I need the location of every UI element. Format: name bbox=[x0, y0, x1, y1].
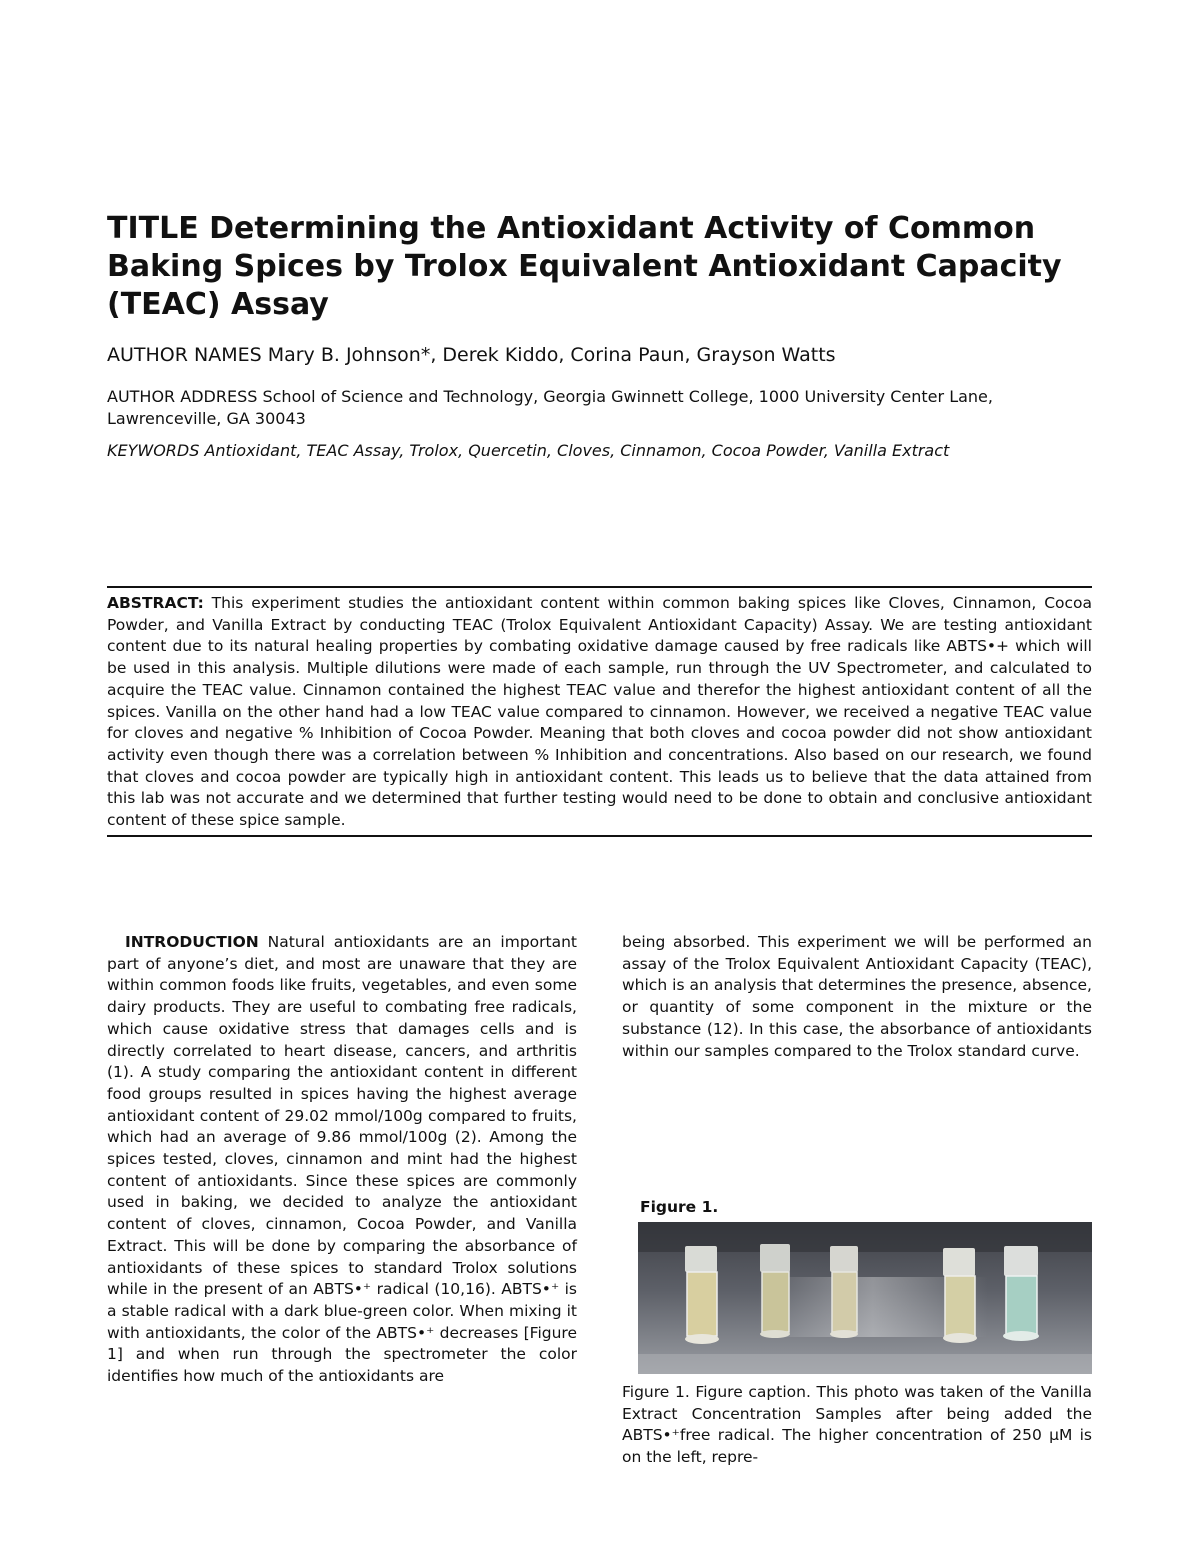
cuvette-4 bbox=[943, 1248, 977, 1343]
introduction-continued: being absorbed. This experiment we will be performed an assay of the Trolox Equivalent Antioxidant Capacity (TEAC), which is an analysis that determines the presence, absence, or quantity of some component in the mixture or the substance (12). In this case, the absorbance of antioxidants within our samples compared to the Trolox standard curve. bbox=[622, 933, 1092, 1060]
cuvette-3 bbox=[830, 1246, 858, 1338]
author-names: AUTHOR NAMES Mary B. Johnson*, Derek Kiddo, Corina Paun, Grayson Watts bbox=[107, 344, 836, 366]
figure-caption: Figure 1. Figure caption. This photo was taken of the Vanilla Extract Concentration Samples after being added the ABTS•⁺free radical. The higher concentration of 250 μM is on the left, repre- bbox=[622, 1383, 1092, 1467]
cuvette-1 bbox=[685, 1246, 719, 1344]
left-column bbox=[107, 932, 577, 1388]
author-address: AUTHOR ADDRESS School of Science and Technology, Georgia Gwinnett College, 1000 University Center Lane, Lawrenceville, GA 30043 bbox=[107, 387, 993, 428]
abstract-text: This experiment studies the antioxidant content within common baking spices like Cloves, Cinnamon, Cocoa Powder, and Vanilla Extract by conducting TEAC (Trolox Equivalent Antioxidant Capacity) Assay. We are testing antioxidant content due to its natural healing properties by combating oxidative damage caused by free radicals like ABTS•+ which will be used in this analysis. Multiple dilutions were made of each sample, run through the UV Spectrometer, and calculated to acquire the TEAC value. Cinnamon contained the highest TEAC value and therefor the highest antioxidant content of all the spices. Vanilla on the other hand had a low TEAC value compared to cinnamon. However, we received a negative TEAC value for cloves and negative % Inhibition of Cocoa Powder. Meaning that both cloves and cocoa powder did not show antioxidant activity even though there was a correlation between % Inhibition and concentrations. Also based on our research, we found that cloves and cocoa powder are typically high in antioxidant content. This leads us to believe that the data attained from this lab was not accurate and we determined that further testing would need to be done to obtain and conclusive antioxidant content of these spice sample. bbox=[107, 594, 1092, 830]
figure-label: Figure 1. bbox=[640, 1198, 719, 1216]
introduction-heading: INTRODUCTION bbox=[125, 933, 259, 951]
paper-title: TITLE Determining the Antioxidant Activity of Common Baking Spices by Trolox Equivalent Antioxidant Capacity (TEAC) Assay bbox=[107, 211, 1062, 322]
keywords: KEYWORDS Antioxidant, TEAC Assay, Trolox, Quercetin, Cloves, Cinnamon, Cocoa Powder, Vanilla Extract bbox=[107, 441, 950, 460]
introduction-text: Natural antioxidants are an important part of anyone’s diet, and most are unaware that they are within common foods like fruits, vegetables, and even some dairy products. They are useful to combating free radicals, which cause oxidative stress that damages cells and is directly correlated to heart disease, cancers, and arthritis (1). A study comparing the antioxidant content in different food groups resulted in spices having the highest average antioxidant content of 29.02 mmol/100g compared to fruits, which had an average of 9.86 mmol/100g (2). Among the spices tested, cloves, cinnamon and mint had the highest content of antioxidants. Since these spices are commonly used in baking, we decided to analyze the antioxidant content of cloves, cinnamon, Cocoa Powder, and Vanilla Extract. This will be done by comparing the absorbance of antioxidants of these spices to standard Trolox solutions while in the present of an ABTS•⁺ radical (10,16). ABTS•⁺ is a stable radical with a dark blue-green color. When mixing it with antioxidants, the color of the ABTS•⁺ decreases [Figure 1] and when run through the spectrometer the color identifies how much of the antioxidants are bbox=[107, 933, 577, 1386]
cuvette-photo bbox=[638, 1222, 1092, 1374]
abstract-label: ABSTRACT: bbox=[107, 594, 204, 612]
abstract-box bbox=[107, 586, 1092, 837]
cuvette-5 bbox=[1003, 1246, 1039, 1341]
cuvette-2 bbox=[760, 1244, 790, 1338]
